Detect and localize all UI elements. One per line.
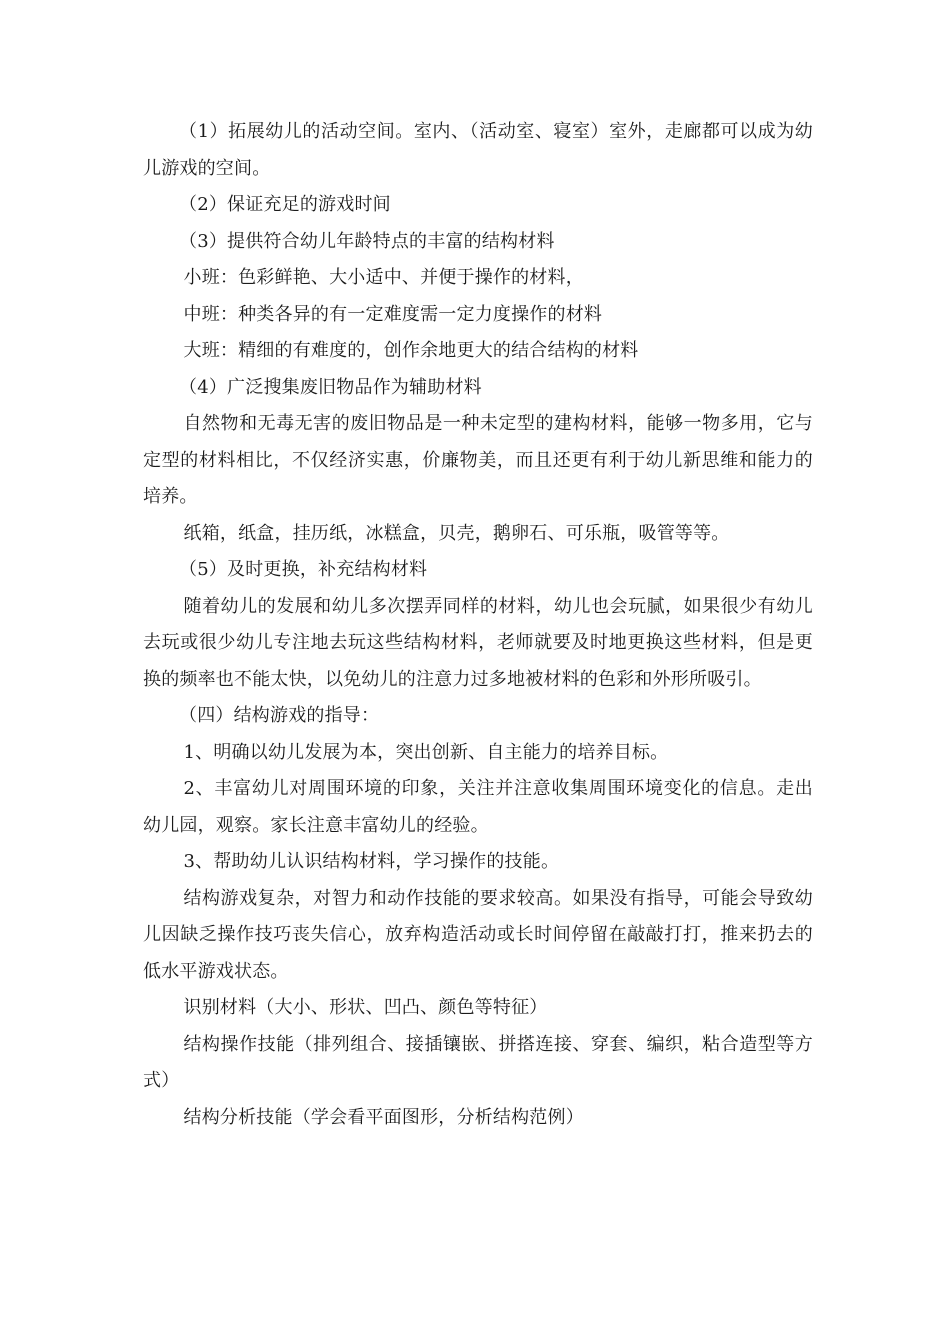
- paragraph-space: （1）拓展幼儿的活动空间。室内、（活动室、寝室）室外，走廊都可以成为幼儿游戏的空间。: [143, 121, 813, 179]
- paragraph-guidance-3: 3、帮助幼儿认识结构材料，学习操作的技能。: [183, 851, 560, 872]
- paragraph-analysis-skills: 结构分析技能（学会看平面图形，分析结构范例）: [183, 1106, 584, 1128]
- document-body: [143, 114, 813, 1136]
- paragraph-middle-class: 中班：种类各异的有一定难度需一定力度操作的材料: [183, 303, 603, 325]
- paragraph-operation-skills: 结构操作技能（排列组合、接插镶嵌、拼搭连接、穿套、编织，粘合造型等方式）: [143, 1033, 813, 1091]
- paragraph-examples: 纸箱，纸盒，挂历纸，冰糕盒，贝壳，鹅卵石、可乐瓶，吸管等等。: [183, 522, 730, 544]
- paragraph-time: （2）保证充足的游戏时间: [179, 194, 391, 215]
- paragraph-materials: （3）提供符合幼儿年龄特点的丰富的结构材料: [179, 230, 555, 252]
- paragraph-identify-materials: 识别材料（大小、形状、凹凸、颜色等特征）: [183, 997, 548, 1018]
- paragraph-replace: （5）及时更换，补充结构材料: [179, 559, 428, 580]
- paragraph-natural-materials: 自然物和无毒无害的废旧物品是一种未定型的建构材料，能够一物多用，它与定型的材料相比，不仅经济实惠，价廉物美，而且还更有利于幼儿新思维和能力的培养。: [143, 413, 813, 507]
- paragraph-large-class: 大班：精细的有难度的，创作余地更大的结合结构的材料: [183, 340, 639, 361]
- paragraph-waste-items: （4）广泛搜集废旧物品作为辅助材料: [179, 376, 482, 398]
- paragraph-small-class: 小班：色彩鲜艳、大小适中、并便于操作的材料，: [183, 267, 584, 288]
- paragraph-complexity: 结构游戏复杂，对智力和动作技能的要求较高。如果没有指导，可能会导致幼儿因缺乏操作技巧丧失信心，放弃构造活动或长时间停留在敲敲打打，推来扔去的低水平游戏状态。: [143, 887, 813, 982]
- paragraph-guidance-2: 2、丰富幼儿对周围环境的印象，关注并注意收集周围环境变化的信息。走出幼儿园，观察。家长注意丰富幼儿的经验。: [143, 778, 813, 836]
- paragraph-replace-detail: 随着幼儿的发展和幼儿多次摆弄同样的材料，幼儿也会玩腻，如果很少有幼儿去玩或很少幼儿专注地去玩这些结构材料，老师就要及时地更换这些材料，但是更换的频率也不能太快，以免幼儿的注意力过多地被材料的色彩和外形所吸引。: [143, 595, 813, 690]
- paragraph-guidance-1: 1、明确以幼儿发展为本，突出创新、自主能力的培养目标。: [183, 741, 669, 763]
- section-heading-guidance: （四）结构游戏的指导：: [179, 705, 380, 726]
